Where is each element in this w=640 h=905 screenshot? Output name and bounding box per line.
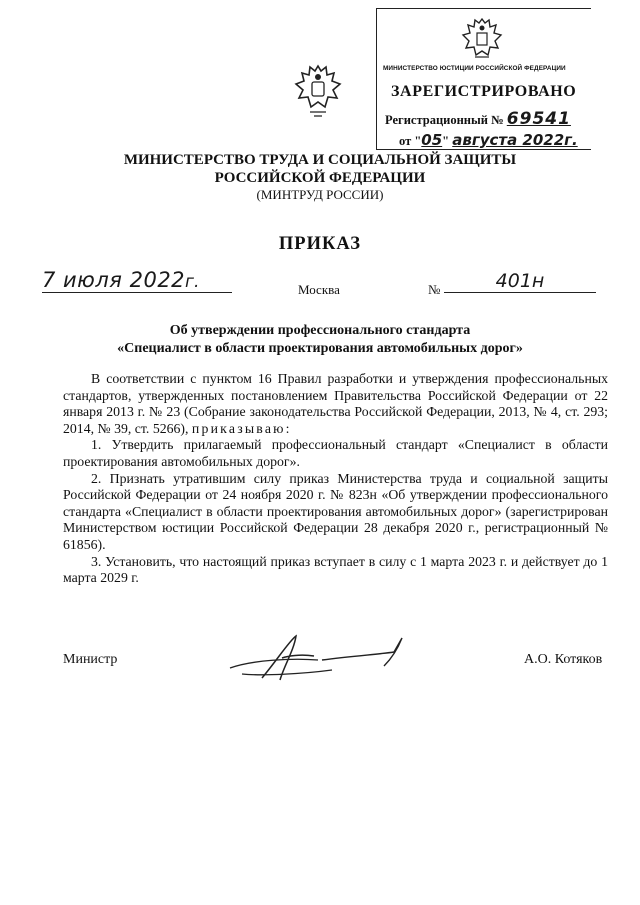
order-date-suffix: г. bbox=[185, 272, 200, 292]
signatory-position: Министр bbox=[63, 652, 118, 667]
order-city: Москва bbox=[298, 282, 340, 297]
stamp-reg-date-sep: " bbox=[442, 134, 450, 148]
order-number-handwritten: 401н bbox=[495, 270, 545, 292]
order-subject bbox=[60, 322, 580, 358]
order-date bbox=[42, 268, 232, 293]
signatory-name: А.О. Котяков bbox=[524, 652, 603, 667]
stamp-reg-date-rest: августа 2022г. bbox=[452, 131, 578, 149]
order-number bbox=[444, 270, 596, 293]
coat-of-arms-icon bbox=[290, 62, 346, 122]
stamp-reg-date-day: 05 bbox=[421, 131, 443, 149]
item-2: 2. Признать утратившим силу приказ Министерства труда и социальной защиты Российской Федерации от 24 ноября 2020 г. № 823н «Об утверждении профессионального стандарта «Специалист в области проектирования автомобильных дорог» (зарегистрирован Министерством юстиции Российской Федерации 28 декабря 2020 г., регистрационный № 61856). bbox=[63, 470, 608, 552]
stamp-reg-number-label: Регистрационный № bbox=[385, 113, 504, 127]
ministry-name-line1: МИНИСТЕРСТВО ТРУДА И СОЦИАЛЬНОЙ ЗАЩИТЫ bbox=[123, 152, 517, 168]
item-3: 3. Установить, что настоящий приказ вступает в силу с 1 марта 2023 г. и действует до 1 марта 2029 г. bbox=[63, 553, 608, 586]
signature-image bbox=[222, 630, 412, 690]
registration-stamp bbox=[376, 8, 591, 150]
order-date-handwritten: 7 июля 2022 bbox=[42, 268, 186, 292]
stamp-reg-date-prefix: от " bbox=[399, 134, 422, 148]
stamp-registered-label: ЗАРЕГИСТРИРОВАНО bbox=[391, 83, 577, 100]
intro-command: приказываю: bbox=[191, 420, 292, 436]
stamp-reg-date bbox=[399, 131, 578, 149]
intro-paragraph bbox=[63, 371, 608, 437]
ministry-name-line2: РОССИЙСКОЙ ФЕДЕРАЦИИ bbox=[214, 170, 426, 186]
order-subject-line2: «Специалист в области проектирования автомобильных дорог» bbox=[117, 341, 523, 356]
order-subject-line1: Об утверждении профессионального стандарта bbox=[169, 323, 471, 338]
ministry-short-name: (МИНТРУД РОССИИ) bbox=[256, 187, 384, 202]
item-1: 1. Утвердить прилагаемый профессиональный стандарт «Специалист в области проектирования автомобильных дорог». bbox=[63, 437, 608, 469]
intro-text: В соответствии с пунктом 16 Правил разработки и утверждения профессиональных стандартов, утвержденных постановлением Правительства Российской Федерации от 22 января 2013 г. № 23 (Собрание законодательства Российской Федерации, 2013, № 4, ст. 293; 2014, № 39, ст. 5266), bbox=[63, 371, 608, 436]
stamp-emblem-icon bbox=[459, 15, 505, 63]
stamp-reg-number-value: 69541 bbox=[506, 109, 571, 129]
stamp-ministry-line: МИНИСТЕРСТВО ЮСТИЦИИ РОССИЙСКОЙ ФЕДЕРАЦИИ bbox=[383, 65, 566, 72]
order-body bbox=[63, 371, 608, 587]
order-number-label: № bbox=[428, 282, 441, 297]
stamp-reg-number bbox=[385, 109, 571, 129]
document-title: ПРИКАЗ bbox=[278, 234, 362, 254]
